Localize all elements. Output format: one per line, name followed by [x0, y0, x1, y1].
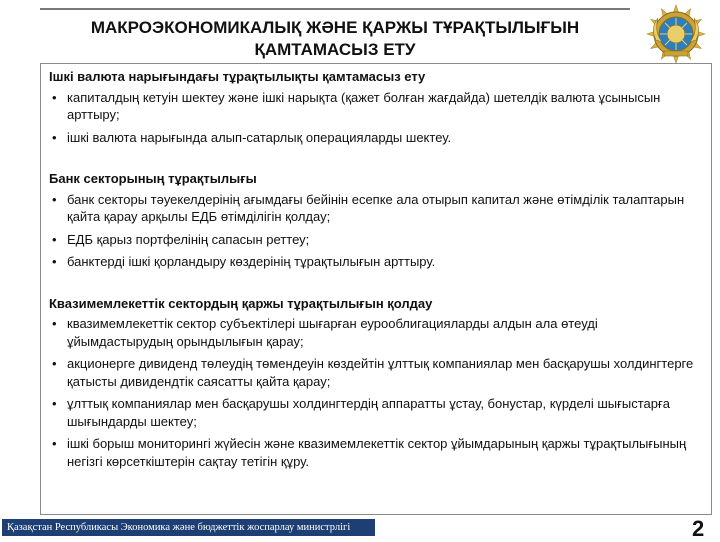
list-item: • ЕДБ қарыз портфелінің сапасын реттеу; — [49, 231, 699, 249]
page-title — [40, 17, 630, 61]
list-item: • ішкі борыш мониторингі жүйесін және квазимемлекеттік сектор ұйымдарының қаржы тұрақтылығының негізгі көрсеткіштерін сақтау тетігін құру. — [49, 435, 699, 470]
list-item: • квазимемлекеттік сектор субъектілері шығарған еурооблигацияларды алдын ала өтеуді ұйымдастырудың орындылығын қарау; — [49, 315, 699, 350]
section-heading: Банк секторының тұрақтылығы — [49, 171, 257, 186]
section-heading: Квазимемлекеттік сектордың қаржы тұрақтылығын қолдау — [49, 295, 433, 311]
list-item: • банк секторы тәуекелдерінің ағымдағы бейінін есепке ала отырып капитал және өтімділік талаптарын қайта қарау арқылы ЕДБ өтімділігін қолдау; — [49, 191, 699, 226]
list-item: • капиталдың кетуін шектеу және ішкі нарықта (қажет болған жағдайда) шетелдік валюта ұсынысын арттыру; — [49, 89, 699, 124]
section-quasi-public-sector — [49, 295, 699, 471]
content-panel — [40, 63, 712, 515]
header-divider — [40, 8, 630, 10]
bullet-list — [49, 191, 699, 271]
section-banking-stability — [49, 170, 699, 271]
section-currency-market — [49, 68, 699, 146]
title-line-1: МАКРОЭКОНОМИКАЛЫҚ ЖӘНЕ ҚАРЖЫ ТҰРАҚТЫЛЫҒЫН — [90, 18, 580, 37]
state-emblem-icon — [645, 4, 707, 64]
content-body — [49, 68, 699, 475]
list-item: • банктерді ішкі қорландыру көздерінің тұрақтылығын арттыру. — [49, 253, 699, 271]
list-item: • ұлттық компаниялар мен басқарушы холдингтердің аппаратты ұстау, бонустар, күрделі шығыстарға шығындарды шектеу; — [49, 395, 699, 430]
bullet-list — [49, 315, 699, 470]
title-line-2: ҚАМТАМАСЫЗ ЕТУ — [254, 40, 416, 59]
page-number: 2 — [692, 516, 705, 541]
section-heading: Ішкі валюта нарығындағы тұрақтылықты қамтамасыз ету — [49, 69, 426, 84]
footer-ministry-label: Қазақстан Республикасы Экономика және бюджеттік жоспарлау министрлігі — [2, 519, 375, 536]
list-item: • ішкі валюта нарығында алып-сатарлық операцияларды шектеу. — [49, 129, 699, 147]
bullet-list — [49, 89, 699, 147]
list-item: • акционерге дивиденд төлеудің төмендеуін көздейтін ұлттық компаниялар мен басқарушы холдингтерге қатысты дивидендтік саясатты қайта қарау; — [49, 355, 699, 390]
